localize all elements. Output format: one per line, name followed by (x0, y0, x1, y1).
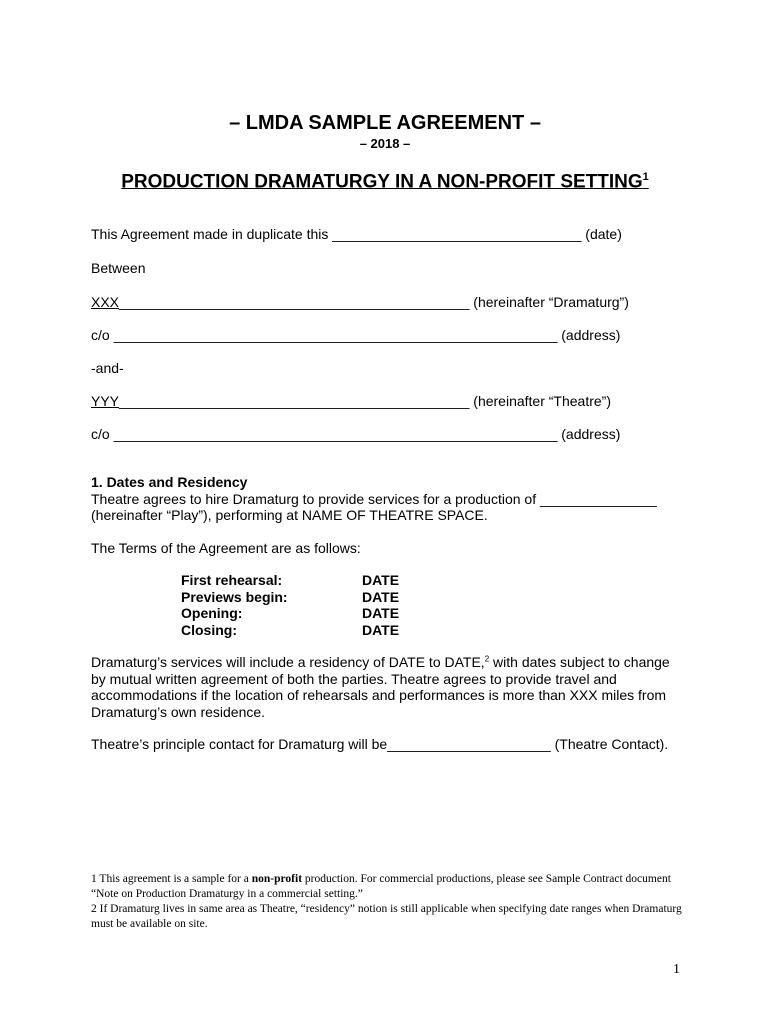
term-label: Opening: (181, 605, 243, 621)
footnote-ref-1: 1 (642, 171, 649, 183)
theatre-address-line: c/o _________________________________________________________ (address) (91, 426, 621, 442)
term-label: First rehearsal: (181, 572, 283, 588)
terms-intro: The Terms of the Agreement are as follows: (91, 540, 361, 556)
footnotes (91, 872, 691, 932)
footnote-1-text-b: production. For commercial productions, please see Sample Contract document “Note on Production Dramaturgy in a commercial setting.” (91, 873, 671, 900)
party-dramaturg-blank: _____________________________________________ (hereinafter “Dramaturg”) (119, 294, 629, 310)
and-label: -and- (91, 360, 124, 376)
footnote-1-bold: non-profit (251, 873, 303, 885)
document-title-text: PRODUCTION DRAMATURGY IN A NON-PROFIT SETTING (121, 171, 643, 193)
party-theatre-name: YYY (91, 393, 120, 409)
dramaturg-address-line: c/o _________________________________________________________ (address) (91, 327, 621, 343)
term-value: DATE (362, 621, 400, 638)
section-heading-dates: 1. Dates and Residency (91, 474, 248, 490)
footnote-2: 2 If Dramaturg lives in same area as Theatre, “residency” notion is still applicable when specifying date ranges when Dramaturg must be available on site. (91, 903, 682, 930)
term-label: Previews begin: (181, 588, 288, 605)
footnote-ref-2: 2 (484, 654, 490, 664)
page-number: 1 (673, 962, 680, 977)
party-theatre-line (91, 393, 611, 409)
theatre-contact-line: Theatre’s principle contact for Dramaturg will be_____________________ (Theatre Contact). (91, 736, 669, 752)
play-line-1: Theatre agrees to hire Dramaturg to provide services for a production of _______________ (91, 491, 657, 507)
residency-text-a: Dramaturg’s services will include a residency of DATE to DATE, (91, 654, 485, 670)
agreement-date-line: This Agreement made in duplicate this ________________________________ (date) (91, 226, 622, 242)
between-label: Between (91, 260, 146, 276)
party-theatre-blank: _____________________________________________ (hereinafter “Theatre”) (119, 393, 611, 409)
footnote-1-text-a: 1 This agreement is a sample for a (91, 873, 252, 885)
term-value: DATE (362, 605, 400, 621)
term-label: Closing: (181, 621, 237, 638)
residency-text-b: with dates subject to change by mutual written agreement of both the parties. Theatre agrees to provide travel and accommodations if the location of rehearsals and performances is more than XXX miles from Dramaturg’s own residence. (91, 654, 670, 720)
footnote-1 (91, 872, 691, 902)
agreement-year: – 2018 – (359, 136, 411, 151)
agreement-header: – LMDA SAMPLE AGREEMENT – (229, 112, 541, 134)
play-line-2: (hereinafter “Play”), performing at NAME OF THEATRE SPACE. (91, 507, 488, 523)
term-value: DATE (362, 588, 400, 605)
party-dramaturg-line (91, 294, 629, 310)
party-dramaturg-name: XXX (91, 294, 120, 310)
document-title (0, 171, 770, 193)
term-value: DATE (362, 572, 400, 588)
terms-list (0, 572, 770, 642)
residency-paragraph (91, 654, 681, 720)
